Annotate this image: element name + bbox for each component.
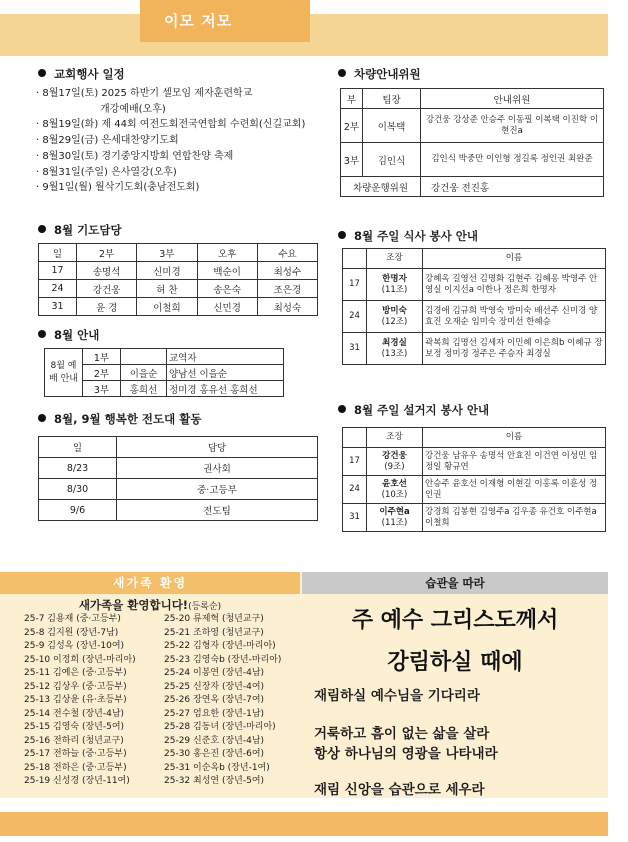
prayer-table bbox=[38, 243, 318, 316]
event-item: 개강예배(오후) bbox=[100, 103, 166, 115]
habit-bar: 습관을 따라 bbox=[302, 572, 608, 594]
table-cell: 김경애 김규희 박영숙 방미숙 배선주 신미경 양효진 오재순 임미숙 장미선 한혜승 bbox=[423, 301, 606, 333]
notice-label: 8월 예배 안내 bbox=[45, 349, 83, 397]
table-cell: 윤 경 bbox=[77, 298, 137, 316]
vehicle-table bbox=[340, 88, 604, 197]
bullet-icon bbox=[38, 225, 46, 233]
table-cell: 안승주 윤호선 이재형 이현길 이홍록 이훈성 정인권 bbox=[423, 476, 606, 504]
list-item: 25-9 김성옥 (장년-10여) bbox=[24, 641, 125, 651]
footer-bar bbox=[0, 812, 608, 836]
table-cell: 강건웅 전진홍 bbox=[421, 177, 604, 197]
table-cell: 양남선 이을순 bbox=[167, 365, 284, 381]
table-cell: 강건웅 bbox=[77, 280, 137, 298]
table-cell: 24 bbox=[343, 301, 367, 333]
table-cell: 허 찬 bbox=[137, 280, 197, 298]
list-item: 25-10 이정희 (장년-마리아) bbox=[24, 654, 136, 665]
list-item: 25-24 이봉연 (장년-4남) bbox=[164, 668, 265, 678]
welcome-title: 새가족을 환영합니다!(등록순) bbox=[78, 598, 222, 612]
list-item: 25-17 전하늘 (중·고등부) bbox=[24, 749, 127, 759]
page-title: 이모 저모 bbox=[140, 0, 310, 42]
notice-heading: 8월 안내 bbox=[38, 327, 99, 343]
list-item: 25-19 신성경 (장년-11여) bbox=[24, 776, 130, 786]
list-item: 25-27 엄요한 (장년-1남) bbox=[164, 708, 265, 719]
group-number: (11조) bbox=[381, 284, 408, 295]
event-item: · 8월30일(토) 경기중앙지방회 연합찬양 축제 bbox=[36, 150, 234, 162]
list-item: 25-12 김상우 (중·고등부) bbox=[24, 681, 127, 692]
table-cell: 조은경 bbox=[257, 280, 317, 298]
table-cell: 31 bbox=[39, 298, 77, 316]
table-cell: 3부 bbox=[341, 143, 363, 177]
table-header: 2부 bbox=[77, 244, 137, 262]
event-item: · 8월29일(금) 은세대찬양기도회 bbox=[36, 135, 179, 147]
table-cell: 이복택 bbox=[363, 109, 421, 143]
table-row bbox=[39, 479, 318, 500]
bullet-icon bbox=[38, 414, 46, 422]
bullet-icon bbox=[38, 69, 46, 77]
list-item: 25-22 김형자 (장년-마리아) bbox=[164, 641, 276, 651]
table-cell: 교역자 bbox=[167, 349, 284, 365]
habit-headline-1: 주 예수 그리스도께서 bbox=[351, 607, 559, 633]
table-row bbox=[343, 448, 606, 476]
habit-line-1: 재림하실 예수님을 기다리라 bbox=[314, 688, 480, 704]
table-row bbox=[343, 301, 606, 333]
table-cell bbox=[367, 301, 423, 333]
table-cell: 강경희 김봉현 김영주a 김우종 유건호 이주현a 이철희 bbox=[423, 504, 606, 532]
list-item: 25-28 김동녀 (장년-마리아) bbox=[164, 722, 276, 732]
list-item: 25-30 홍은진 (장년-6여) bbox=[164, 749, 265, 759]
list-item: 25-16 전하리 (청년교구) bbox=[24, 735, 124, 746]
evangelism-heading: 8월, 9월 행복한 전도대 활동 bbox=[38, 411, 201, 427]
leader-name: 강건웅 bbox=[382, 451, 407, 461]
leader-name: 방미숙 bbox=[382, 306, 407, 316]
list-item: 25-7 김용재 (중·고등부) bbox=[24, 614, 121, 624]
table-cell: 차량운행위원 bbox=[341, 177, 421, 197]
meal-heading: 8월 주일 식사 봉사 안내 bbox=[338, 228, 478, 244]
habit-line-2: 거룩하고 흠이 없는 삶을 살라 bbox=[314, 726, 490, 742]
table-cell: 강건웅 강상준 안승주 이동필 이복택 이진학 이현진a bbox=[421, 109, 604, 143]
leader-name: 이주현a bbox=[379, 507, 410, 517]
list-item: 25-18 전하은 (중·고등부) bbox=[24, 762, 127, 773]
list-item: 25-25 신장자 (장년-4여) bbox=[164, 681, 265, 692]
table-cell: 31 bbox=[343, 333, 367, 365]
list-item: 25-8 김지원 (장년-7남) bbox=[24, 627, 119, 638]
table-cell: 강건웅 남유우 송명석 안효진 이건연 이성민 임정일 황규연 bbox=[423, 448, 606, 476]
habit-headline-2: 강림하실 때에 bbox=[387, 649, 523, 675]
table-row bbox=[341, 143, 604, 177]
table-cell: 2부 bbox=[83, 365, 121, 381]
habit-line-4: 재림 신앙을 습관으로 세우라 bbox=[314, 782, 485, 798]
table-header bbox=[343, 428, 367, 448]
table-header: 부 bbox=[341, 89, 363, 109]
table-cell: 2부 bbox=[341, 109, 363, 143]
table-cell: 최성수 bbox=[257, 262, 317, 280]
table-header-row bbox=[343, 249, 606, 269]
table-cell: 김인식 bbox=[363, 143, 421, 177]
list-item: 25-26 장연옥 (장년-7여) bbox=[164, 695, 265, 705]
table-cell: 1부 bbox=[83, 349, 121, 365]
table-cell bbox=[367, 476, 423, 504]
table-cell: 이을순 bbox=[121, 365, 167, 381]
table-row bbox=[343, 476, 606, 504]
table-row bbox=[39, 500, 318, 521]
table-cell bbox=[367, 504, 423, 532]
table-header: 3부 bbox=[137, 244, 197, 262]
meal-table bbox=[342, 248, 606, 365]
leader-name: 한명자 bbox=[382, 274, 407, 284]
list-item: 25-32 최성연 (장년-5여) bbox=[164, 776, 265, 786]
table-cell: 최성숙 bbox=[257, 298, 317, 316]
table-cell: 17 bbox=[39, 262, 77, 280]
list-item: 25-15 김영숙 (장년-5여) bbox=[24, 722, 125, 732]
table-row bbox=[343, 269, 606, 301]
event-item: · 9월1일(월) 월삭기도회(충남전도회) bbox=[36, 182, 200, 194]
table-header: 일 bbox=[39, 244, 77, 262]
dish-table bbox=[342, 427, 606, 532]
table-cell: 31 bbox=[343, 504, 367, 532]
table-cell: 중·고등부 bbox=[117, 479, 318, 500]
table-header: 일 bbox=[39, 437, 117, 458]
table-cell: 8/23 bbox=[39, 458, 117, 479]
table-row bbox=[39, 262, 318, 280]
welcome-bar: 새가족 환영 bbox=[0, 572, 300, 594]
table-header: 이름 bbox=[423, 249, 606, 269]
table-cell: 17 bbox=[343, 448, 367, 476]
table-cell bbox=[121, 349, 167, 365]
dish-heading: 8월 주일 설거지 봉사 안내 bbox=[338, 402, 489, 418]
table-header: 조장 bbox=[367, 428, 423, 448]
table-cell: 8/30 bbox=[39, 479, 117, 500]
table-row bbox=[45, 349, 284, 365]
group-number: (9조) bbox=[384, 461, 405, 472]
list-item: 25-13 김상윤 (유·초등부) bbox=[24, 695, 127, 705]
events-list bbox=[36, 86, 305, 196]
group-number: (13조) bbox=[381, 348, 408, 359]
table-cell: 17 bbox=[343, 269, 367, 301]
table-row bbox=[343, 333, 606, 365]
table-row bbox=[39, 458, 318, 479]
list-item: 25-11 김예은 (중·고등부) bbox=[24, 668, 127, 678]
table-cell: 이철희 bbox=[137, 298, 197, 316]
evangelism-table bbox=[38, 436, 318, 521]
table-header: 안내위원 bbox=[421, 89, 604, 109]
new-member-list-left bbox=[24, 613, 136, 789]
list-item: 25-23 김영숙b (장년-마리아) bbox=[164, 654, 282, 665]
group-number: (10조) bbox=[381, 489, 408, 500]
events-heading: 교회행사 일정 bbox=[38, 66, 125, 82]
table-cell bbox=[367, 269, 423, 301]
table-cell: 송은숙 bbox=[197, 280, 257, 298]
table-cell: 24 bbox=[343, 476, 367, 504]
leader-name: 윤호선 bbox=[382, 479, 407, 489]
vehicle-heading: 차량안내위원 bbox=[338, 66, 421, 82]
table-header bbox=[343, 249, 367, 269]
table-header: 이름 bbox=[423, 428, 606, 448]
table-header: 팀장 bbox=[363, 89, 421, 109]
leader-name: 최경실 bbox=[382, 338, 407, 348]
table-cell: 정미경 홍유선 홍희선 bbox=[167, 381, 284, 397]
table-cell: 신민경 bbox=[197, 298, 257, 316]
table-cell: 권사회 bbox=[117, 458, 318, 479]
table-row bbox=[341, 177, 604, 197]
table-cell bbox=[367, 448, 423, 476]
table-cell: 9/6 bbox=[39, 500, 117, 521]
list-item: 25-31 이순옥b (장년-1여) bbox=[164, 762, 270, 773]
table-header-row bbox=[343, 428, 606, 448]
table-row bbox=[343, 504, 606, 532]
table-header-row bbox=[39, 437, 318, 458]
table-cell: 3부 bbox=[83, 381, 121, 397]
table-header-row bbox=[39, 244, 318, 262]
table-header: 수요 bbox=[257, 244, 317, 262]
table-cell: 김인식 박중만 이인형 정길록 정인권 최완준 bbox=[421, 143, 604, 177]
table-cell: 곽복희 김명선 김세자 이민혜 이은희b 이혜규 장보정 정미경 정주은 주승자 최경실 bbox=[423, 333, 606, 365]
group-number: (11조) bbox=[381, 517, 408, 528]
bullet-icon bbox=[38, 330, 46, 338]
bullet-icon bbox=[338, 69, 346, 77]
table-header: 오후 bbox=[197, 244, 257, 262]
notice-table bbox=[44, 348, 284, 397]
group-number: (12조) bbox=[381, 316, 408, 327]
prayer-heading: 8월 기도담당 bbox=[38, 222, 122, 238]
table-row bbox=[39, 280, 318, 298]
table-header: 담당 bbox=[117, 437, 318, 458]
table-cell: 전도팀 bbox=[117, 500, 318, 521]
bullet-icon bbox=[338, 405, 346, 413]
table-cell bbox=[367, 333, 423, 365]
event-item: · 8월17일(토) 2025 하반기 셀모임 제자훈련학교 bbox=[36, 88, 253, 99]
table-cell: 송명석 bbox=[77, 262, 137, 280]
habit-line-3: 항상 하나님의 영광을 나타내라 bbox=[314, 746, 498, 762]
table-header-row bbox=[341, 89, 604, 109]
table-row bbox=[341, 109, 604, 143]
table-cell: 24 bbox=[39, 280, 77, 298]
list-item: 25-21 조하영 (청년교구) bbox=[164, 627, 264, 638]
table-cell: 홍희선 bbox=[121, 381, 167, 397]
event-item: · 8월19일(화) 제 44회 여전도회전국연합회 수련회(신길교회) bbox=[36, 119, 306, 131]
event-item: · 8월31일(주일) 은사열강(오후) bbox=[36, 166, 177, 178]
table-cell: 강혜옥 길영선 김명화 김현주 김혜옹 박영주 안영실 이지선a 이한나 정은희 한명자 bbox=[423, 269, 606, 301]
table-header: 조장 bbox=[367, 249, 423, 269]
table-cell: 백순이 bbox=[197, 262, 257, 280]
table-cell: 신미경 bbox=[137, 262, 197, 280]
list-item: 25-20 류제혁 (청년교구) bbox=[164, 614, 264, 624]
table-row bbox=[39, 298, 318, 316]
new-member-list-right bbox=[164, 613, 281, 789]
list-item: 25-14 전수철 (장년-4남) bbox=[24, 708, 125, 719]
bullet-icon bbox=[338, 231, 346, 239]
list-item: 25-29 신준호 (장년-4남) bbox=[164, 735, 265, 746]
